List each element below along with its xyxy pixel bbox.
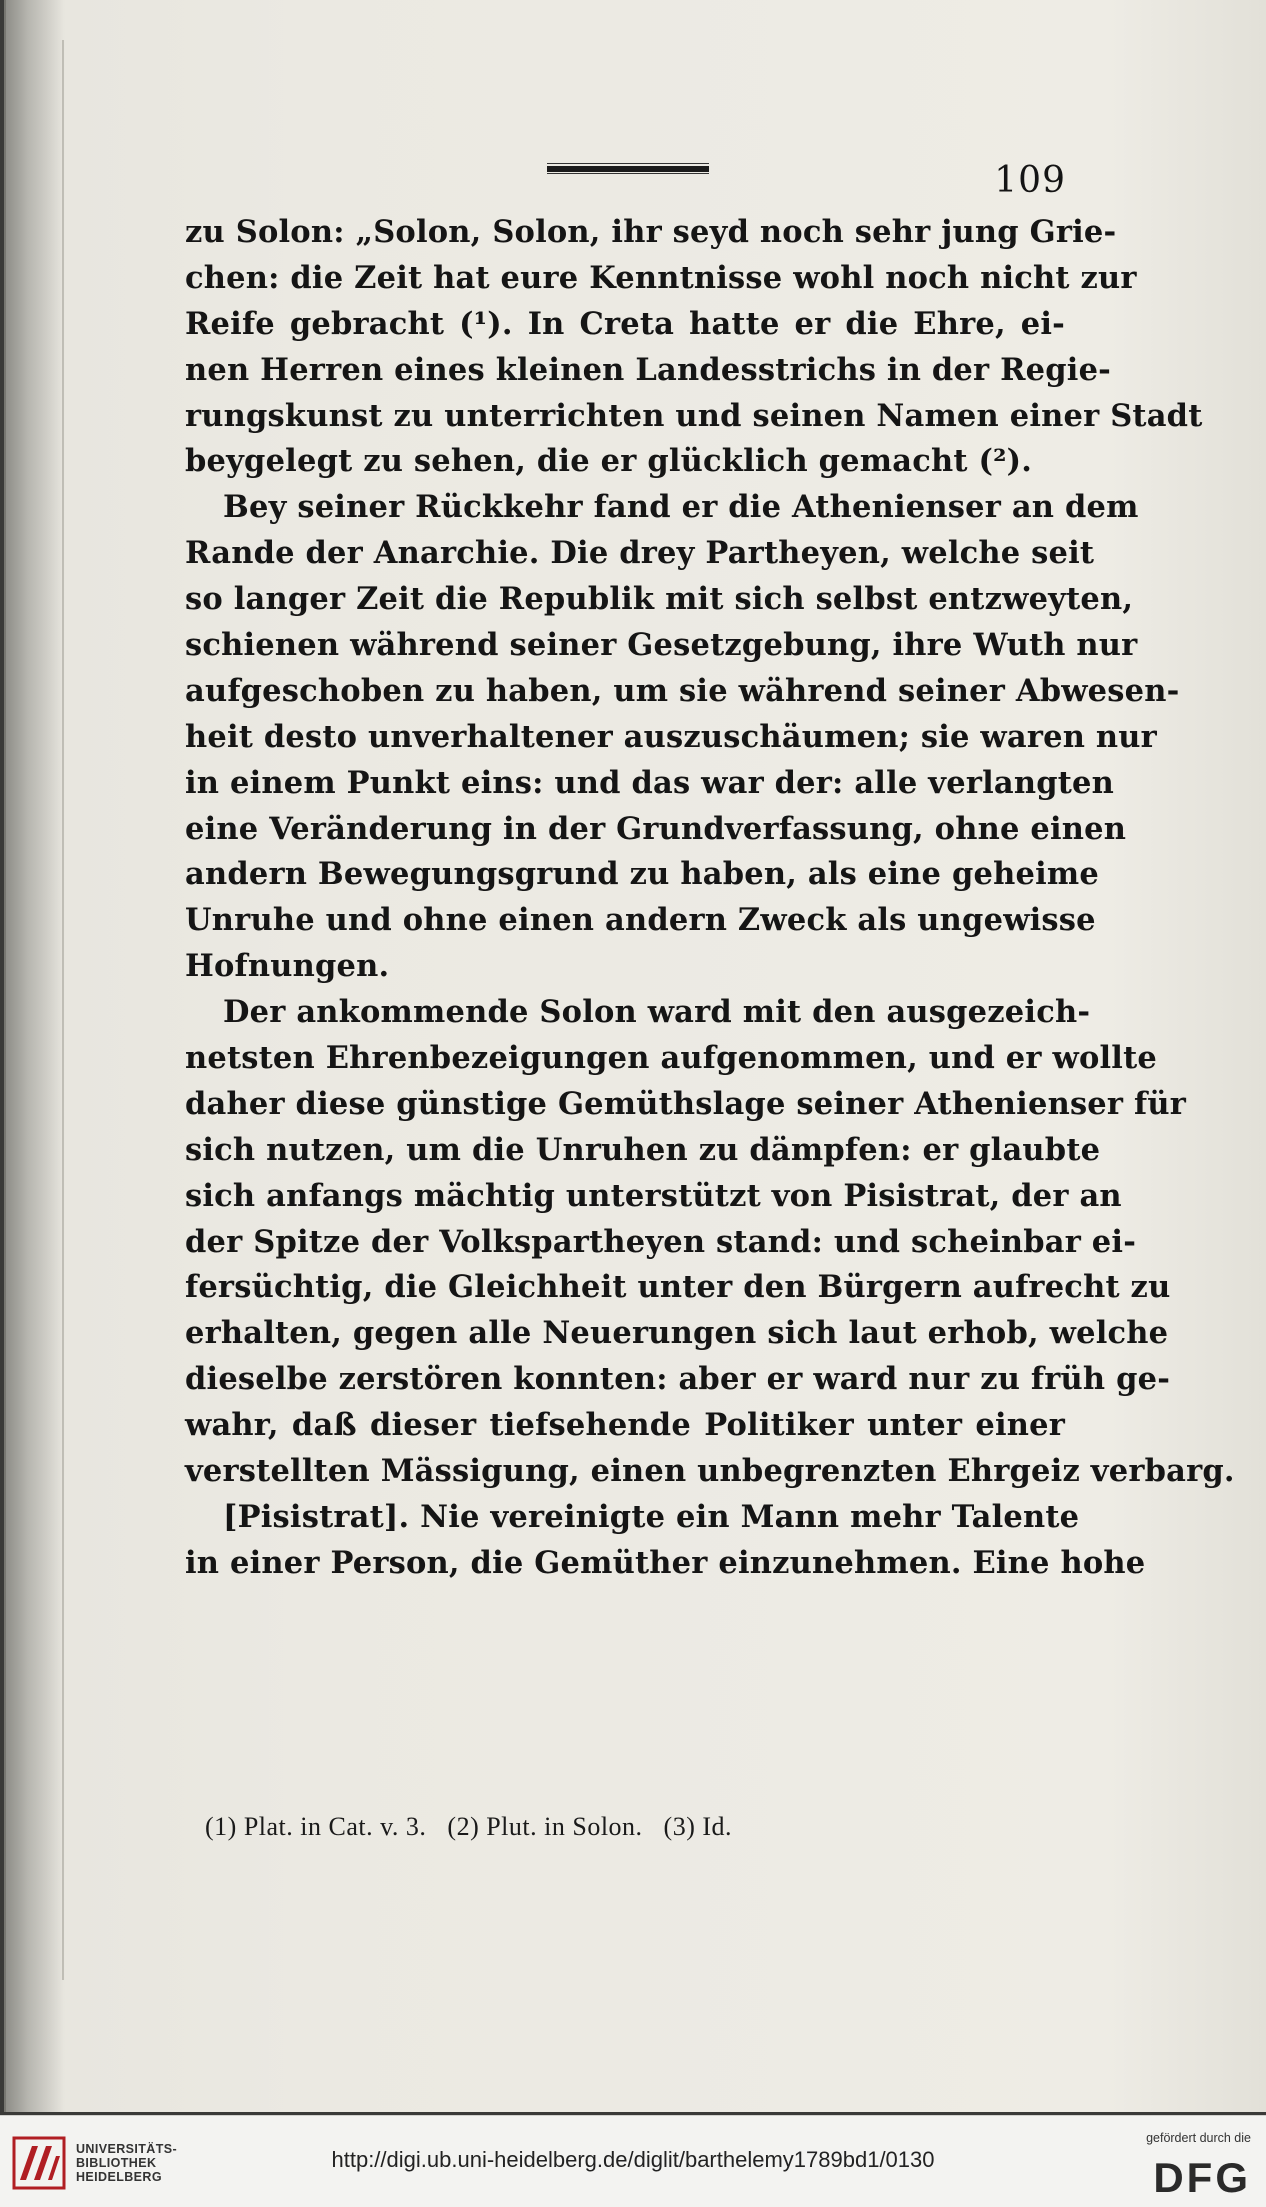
text-line: fersüchtig, die Gleichheit unter den Bürgern aufrecht zu — [185, 1269, 1171, 1306]
text-line: wahr, daß dieser tiefsehende Politiker unter einer — [185, 1407, 1065, 1444]
text-line: in einem Punkt eins: und das war der: alle verlangten — [185, 764, 1115, 801]
text-line: heit desto unverhaltener auszuschäumen; sie waren nur — [185, 718, 1157, 755]
footnotes — [205, 1812, 746, 1842]
library-name-line: UNIVERSITÄTS- — [76, 2142, 178, 2156]
footnote: (3) Id. — [663, 1812, 733, 1841]
text-line: in einer Person, die Gemüther einzunehmen. Eine hohe — [185, 1544, 1146, 1581]
text-line: sich nutzen, um die Unruhen zu dämpfen: er glaubte — [185, 1131, 1101, 1168]
text-line: daher diese günstige Gemüthslage seiner Athenienser für — [185, 1085, 1186, 1122]
footnote: (1) Plat. in Cat. v. 3. — [205, 1812, 427, 1841]
permalink-url[interactable]: http://digi.ub.uni-heidelberg.de/diglit/barthelemy1789bd1/0130 — [331, 2147, 935, 2172]
text-line: Unruhe und ohne einen andern Zweck als ungewisse — [185, 902, 1096, 939]
text-line: Bey seiner Rückkehr fand er die Athenienser an dem — [223, 489, 1139, 526]
funding-note: gefördert durch die — [1146, 2131, 1251, 2145]
text-line: sich anfangs mächtig unterstützt von Pisistrat, der an — [185, 1177, 1122, 1214]
text-line: zu Solon: „Solon, Solon, ihr seyd noch sehr jung Grie- — [185, 214, 1117, 250]
text-line: schienen während seiner Gesetzgebung, ihre Wuth nur — [185, 627, 1138, 664]
text-line: chen: die Zeit hat eure Kenntnisse wohl noch nicht zur — [185, 259, 1137, 296]
spine-shadow — [4, 0, 64, 2112]
footnote: (2) Plut. in Solon. — [447, 1812, 643, 1841]
text-line: beygelegt zu sehen, die er glücklich gemacht (²). — [185, 443, 1033, 480]
text-line: so langer Zeit die Republik mit sich selbst entzweyten, — [185, 581, 1134, 618]
gutter-line — [62, 40, 64, 1980]
text-line: netsten Ehrenbezeigungen aufgenommen, und er wollte — [185, 1040, 1157, 1077]
text-line: nen Herren eines kleinen Landesstrichs in der Regie- — [185, 351, 1112, 388]
text-line: Hofnungen. — [185, 948, 390, 985]
text-line: dieselbe zerstören konnten: aber er ward nur zu früh ge- — [185, 1361, 1171, 1398]
text-line: eine Veränderung in der Grundverfassung, ohne einen — [185, 810, 1127, 847]
text-line: [Pisistrat]. Nie vereinigte ein Mann mehr Talente — [223, 1498, 1080, 1535]
text-line: Der ankommende Solon ward mit den ausgezeich- — [223, 994, 1091, 1031]
body-text — [185, 210, 1235, 1587]
dfg-logo[interactable]: DFG — [1153, 2154, 1251, 2201]
text-line: Reife gebracht (¹). In Creta hatte er die Ehre, ei- — [185, 305, 1065, 342]
text-line: andern Bewegungsgrund zu haben, als eine geheime — [185, 856, 1099, 893]
text-line: verstellten Mässigung, einen unbegrenzten Ehrgeiz verbarg. — [185, 1453, 1235, 1490]
page-number: 109 — [994, 160, 1066, 201]
text-line: aufgeschoben zu haben, um sie während seiner Abwesen- — [185, 672, 1180, 709]
text-line: Rande der Anarchie. Die drey Partheyen, welche seit — [185, 535, 1095, 572]
library-name-line: BIBLIOTHEK — [76, 2156, 157, 2170]
text-line: erhalten, gegen alle Neuerungen sich laut erhob, welche — [185, 1315, 1169, 1352]
library-name-line: HEIDELBERG — [76, 2170, 162, 2184]
text-line: der Spitze der Volkspartheyen stand: und scheinbar ei- — [185, 1223, 1137, 1260]
text-line: rungskunst zu unterrichten und seinen Namen einer Stadt — [185, 397, 1203, 434]
header-rule — [547, 163, 709, 174]
footer-bar — [0, 2115, 1266, 2207]
